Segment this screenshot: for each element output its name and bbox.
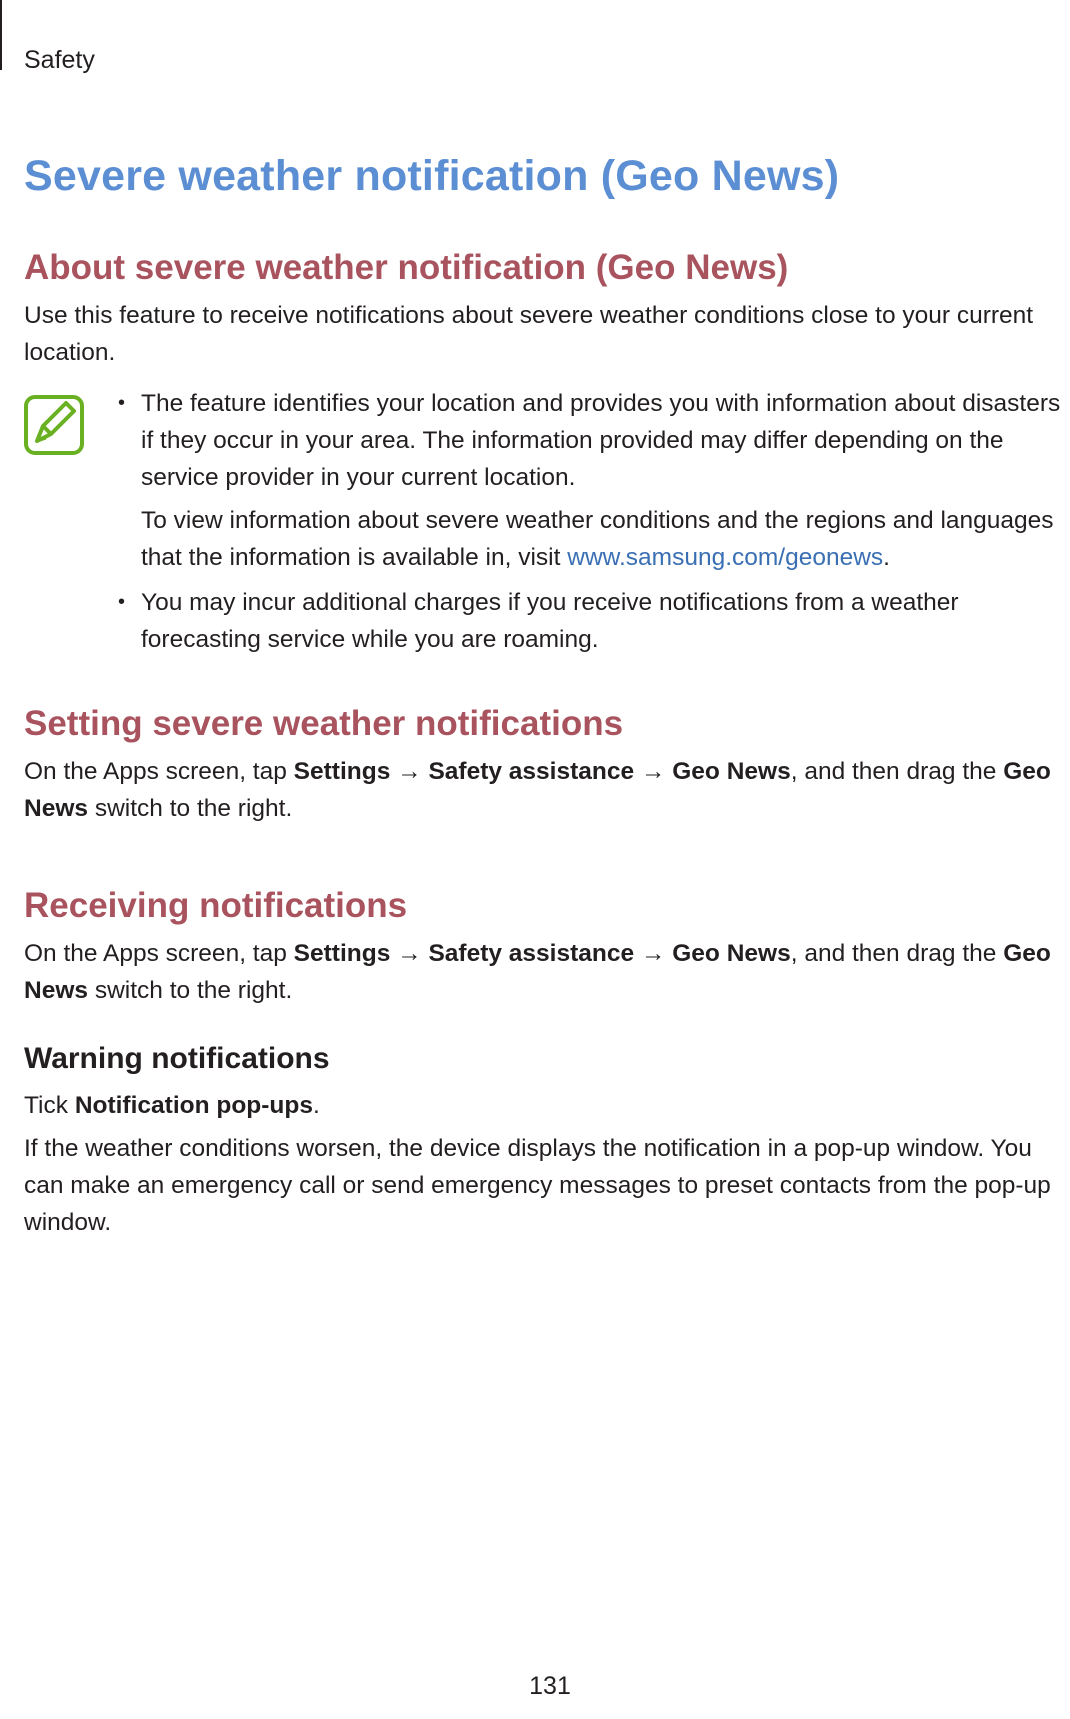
text: On the Apps screen, tap (24, 758, 294, 785)
page-content (24, 150, 1070, 1241)
visit-period: . (883, 544, 890, 571)
note-item (118, 584, 1070, 658)
note-block (24, 385, 1070, 658)
setting-section-title: Setting severe weather notifications (24, 704, 624, 743)
arrow: → (390, 940, 429, 967)
arrow: → (634, 940, 673, 967)
note-item-1-text: The feature identifies your location and provides you with information about disasters if they occur in your area. The information provided may differ depending on the service provider in your current location. (141, 390, 1061, 491)
geonews-link[interactable]: www.samsung.com/geonews (567, 544, 884, 571)
warning-subsection-title: Warning notifications (24, 1042, 330, 1075)
text: Tick (24, 1092, 75, 1119)
note-item (118, 385, 1070, 576)
settings-menu-label: Settings (293, 758, 391, 785)
geo-news-switch-label: Geo News (24, 940, 1051, 1004)
text: On the Apps screen, tap (24, 940, 294, 967)
text: , and then drag the (790, 758, 1004, 785)
text: . (312, 1092, 320, 1119)
text: switch to the right. (88, 977, 293, 1004)
note-item-1-visit (141, 502, 1070, 576)
bullet: • (118, 591, 126, 613)
notification-popups-label: Notification pop-ups (74, 1092, 313, 1119)
receiving-section-title: Receiving notifications (24, 886, 408, 925)
geo-news-label: Geo News (672, 758, 791, 785)
page-number: 131 (529, 1672, 571, 1700)
text: , and then drag the (790, 940, 1004, 967)
warning-tick-instruction (24, 1087, 1070, 1124)
geo-news-label: Geo News (672, 940, 791, 967)
warning-description: If the weather conditions worsen, the device displays the notification in a pop-up window. You can make an emergency call or send emergency messages to preset contacts from the pop-up window. (24, 1135, 1051, 1236)
safety-assistance-label: Safety assistance (428, 758, 635, 785)
note-list (118, 385, 1070, 658)
setting-instructions (24, 753, 1070, 827)
geo-news-switch-label: Geo News (24, 758, 1051, 822)
arrow: → (390, 758, 429, 785)
running-header: Safety (24, 46, 95, 74)
safety-assistance-label: Safety assistance (428, 940, 635, 967)
text: switch to the right. (88, 795, 293, 822)
about-section-title: About severe weather notification (Geo News) (24, 248, 789, 287)
note-pencil-icon (24, 395, 84, 455)
visit-text: To view information about severe weather conditions and the regions and languages that the information is available in, visit (141, 507, 1054, 571)
page-edge-line (0, 0, 2, 70)
about-intro: Use this feature to receive notifications about severe weather conditions close to your current location. (24, 302, 1034, 366)
receiving-instructions (24, 935, 1070, 1009)
settings-menu-label: Settings (293, 940, 391, 967)
arrow: → (634, 758, 673, 785)
page-title: Severe weather notification (Geo News) (24, 152, 840, 200)
bullet: • (118, 392, 126, 414)
note-item-2-text: You may incur additional charges if you receive notifications from a weather forecasting service while you are roaming. (141, 589, 959, 653)
